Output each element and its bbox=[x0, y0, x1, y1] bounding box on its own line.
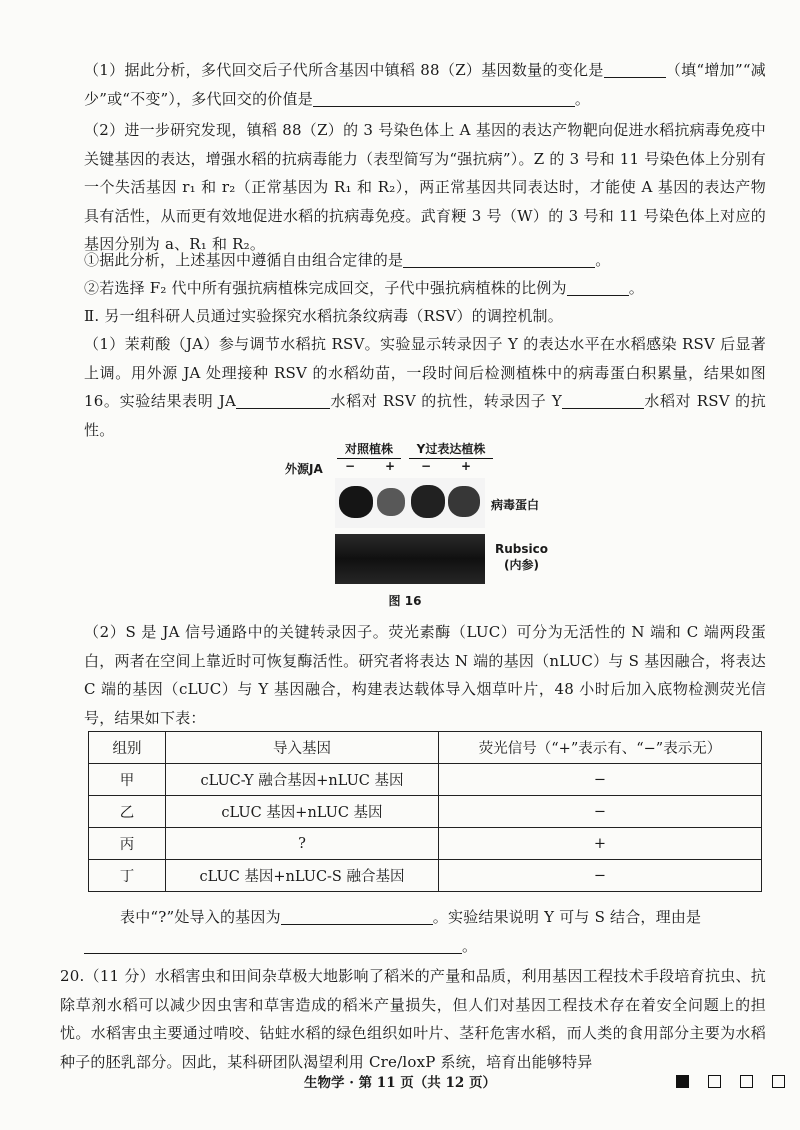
answer-blank[interactable] bbox=[604, 61, 666, 78]
ja-sign-lane-1: − bbox=[344, 459, 356, 473]
answer-blank[interactable] bbox=[236, 392, 330, 409]
jasmonic-text-c: 水稻对 RSV 的抗性。 bbox=[84, 392, 766, 439]
table-cell: 丁 bbox=[89, 860, 166, 892]
header-genes: 导入基因 bbox=[166, 732, 439, 764]
answer-blank[interactable] bbox=[313, 90, 575, 107]
answer-blank[interactable] bbox=[567, 279, 629, 296]
figure-16-western-blot bbox=[285, 440, 548, 610]
rubisco-name: Rubsico bbox=[495, 542, 548, 556]
table-cell: ? bbox=[166, 828, 439, 860]
band-lane-2 bbox=[377, 488, 405, 516]
exogenous-ja-label: 外源JA bbox=[285, 462, 323, 476]
band-lane-1 bbox=[339, 486, 373, 518]
question-1-text-a: （1）据此分析，多代回交后子代所含基因中镇稻 88（Z）基因数量的变化是 bbox=[84, 61, 604, 79]
question-luc-paragraph: （2）S 是 JA 信号通路中的关键转录因子。荧光素酶（LUC）可分为无活性的 N 端和 C 端两段蛋白，两者在空间上靠近时可恢复酶活性。研究者将表达 N 端的基因（nLUC）与 S 基因融合，将表达 C 端的基因（cLUC）与 Y 基因融合，构建表达载体导入烟草叶片，48 小时后加入底物检测荧光信号，结果如下表： bbox=[84, 623, 766, 727]
internal-reference-label: (内参) bbox=[504, 558, 539, 572]
table-cell: − bbox=[439, 860, 762, 892]
ja-sign-lane-3: − bbox=[420, 459, 432, 473]
table-question-text-b: 。实验结果说明 Y 可与 S 结合，理由是 bbox=[432, 908, 702, 926]
page-marker-filled bbox=[676, 1075, 689, 1088]
header-group: 组别 bbox=[89, 732, 166, 764]
table-cell: − bbox=[439, 796, 762, 828]
page-footer: 生物学 · 第 11 页（共 12 页） bbox=[304, 1075, 496, 1091]
question-jasmonic-paragraph bbox=[84, 330, 766, 444]
ja-sign-lane-2: + bbox=[384, 459, 396, 473]
table-question bbox=[84, 903, 766, 960]
jasmonic-text-a: （1）茉莉酸（JA）参与调节水稻抗 RSV。实验显示转录因子 Y 的表达水平在水稻感染 RSV 后显著上调。用外源 JA 处理接种 RSV 的水稻幼苗，一段时间后检测植株中的病毒蛋白积累量，结果如图 16。实验结果表明 JA bbox=[84, 335, 766, 410]
table-cell: cLUC 基因+nLUC 基因 bbox=[166, 796, 439, 828]
band-lane-3 bbox=[411, 485, 445, 518]
answer-blank[interactable] bbox=[281, 908, 433, 925]
sub-question-1-end: 。 bbox=[595, 251, 611, 269]
table-cell: − bbox=[439, 764, 762, 796]
rubisco-label bbox=[495, 542, 548, 573]
table-row bbox=[89, 796, 762, 828]
header-signal: 荧光信号（“+”表示有、“−”表示无） bbox=[439, 732, 762, 764]
sub-question-1-text: ①据此分析，上述基因中遵循自由组合定律的是 bbox=[84, 251, 404, 269]
sub-question-2 bbox=[84, 274, 766, 303]
sub-question-2-text: ②若选择 F₂ 代中所有强抗病植株完成回交，子代中强抗病植株的比例为 bbox=[84, 279, 567, 297]
table-row bbox=[89, 764, 762, 796]
table-question-text-c: 。 bbox=[462, 936, 478, 955]
jasmonic-text-b: 水稻对 RSV 的抗性，转录因子 Y bbox=[330, 392, 562, 410]
answer-blank[interactable] bbox=[562, 392, 644, 409]
sub-question-1 bbox=[84, 246, 766, 275]
rubisco-loading-control bbox=[335, 534, 485, 584]
table-cell: + bbox=[439, 828, 762, 860]
virus-protein-blot bbox=[335, 478, 485, 528]
page-marker-empty bbox=[740, 1075, 753, 1088]
table-row bbox=[89, 828, 762, 860]
figure-caption: 图 16 bbox=[388, 594, 422, 608]
table-cell: 丙 bbox=[89, 828, 166, 860]
question-20-paragraph: 20.（11 分）水稻害虫和田间杂草极大地影响了稻米的产量和品质，利用基因工程技术手段培育抗虫、抗除草剂水稻可以减少因虫害和草害造成的稻米产量损失，但人们对基因工程技术存在着安全问题上的担忧。水稻害虫主要通过啃咬、钻蛀水稻的绿色组织如叶片、茎秆危害水稻，而人类的食用部分主要为水稻种子的胚乳部分。因此，某科研团队渴望利用 Cre/loxP 系统，培育出能够特异 bbox=[60, 967, 766, 1071]
table-cell: 乙 bbox=[89, 796, 166, 828]
section-2-heading: Ⅱ. 另一组科研人员通过实验探究水稻抗条纹病毒（RSV）的调控机制。 bbox=[84, 307, 563, 325]
table-header-row bbox=[89, 732, 762, 764]
table-question-text-a: 表中“?”处导入的基因为 bbox=[120, 908, 281, 926]
table-cell: cLUC 基因+nLUC-S 融合基因 bbox=[166, 860, 439, 892]
question-1-paragraph bbox=[84, 56, 766, 113]
sub-question-2-end: 。 bbox=[628, 279, 644, 297]
answer-blank[interactable] bbox=[403, 251, 595, 268]
band-lane-4 bbox=[448, 486, 480, 517]
group-overexpression-label: Y过表达植株 bbox=[409, 440, 493, 459]
table-cell: 甲 bbox=[89, 764, 166, 796]
ja-sign-lane-4: + bbox=[460, 459, 472, 473]
question-1-text-b: （填“增加”“减少”或“不变”），多代回交的价值是 bbox=[84, 61, 767, 108]
page-marker-empty bbox=[708, 1075, 721, 1088]
question-2-paragraph: （2）进一步研究发现，镇稻 88（Z）的 3 号染色体上 A 基因的表达产物靶向促进水稻抗病毒免疫中关键基因的表达，增强水稻的抗病毒能力（表型简写为“强抗病”）。Z 的 3 号和 11 号染色体上分别有一个失活基因 r₁ 和 r₂（正常基因为 R₁ 和 R₂），两正常基因共同表达时，才能使 A 基因的表达产物具有活性，从而更有效地促进水稻的抗病毒免疫。武育粳 3 号（W）的 3 号和 11 号染色体上对应的基因分别为 a、R₁ 和 R₂。 bbox=[84, 121, 766, 253]
luciferase-results-table bbox=[88, 731, 762, 892]
answer-blank[interactable] bbox=[84, 937, 462, 954]
table-cell: cLUC-Y 融合基因+nLUC 基因 bbox=[166, 764, 439, 796]
page-marker-empty bbox=[772, 1075, 785, 1088]
group-control-label: 对照植株 bbox=[337, 440, 401, 459]
virus-protein-label: 病毒蛋白 bbox=[491, 498, 540, 512]
question-1-text-c: 。 bbox=[574, 89, 591, 108]
table-row bbox=[89, 860, 762, 892]
